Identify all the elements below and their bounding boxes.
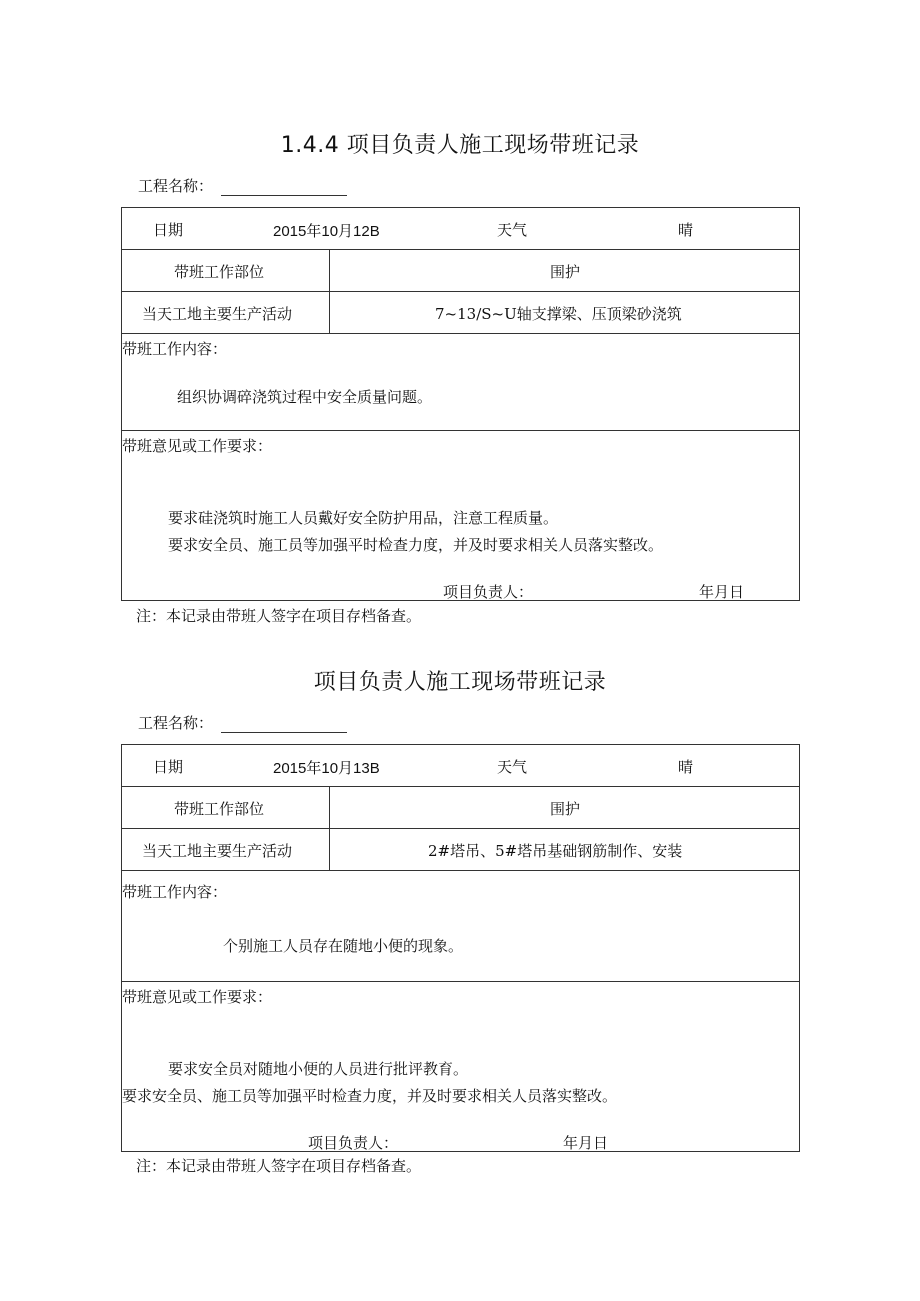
project-name-underline — [221, 181, 347, 196]
content-row — [122, 871, 799, 982]
date-label: 日期 — [153, 221, 184, 239]
record-title: 1.4.4 项目负责人施工现场带班记录 — [280, 133, 640, 158]
location-value: 围护 — [550, 263, 581, 281]
sign-date: 年月日 — [563, 1134, 609, 1152]
opinion-line: 要求安全员对随地小便的人员进行批评教育。 — [168, 1060, 469, 1078]
signer-label: 项目负责人： — [308, 1134, 399, 1152]
project-name-field — [138, 175, 347, 196]
content-text: 组织协调碎浇筑过程中安全质量问题。 — [177, 388, 433, 406]
activity-label: 当天工地主要生产活动 — [142, 842, 293, 860]
location-label: 带班工作部位 — [174, 800, 265, 818]
project-name-label: 工程名称： — [138, 177, 214, 195]
location-label: 带班工作部位 — [174, 263, 265, 281]
record-table — [121, 207, 800, 601]
sign-date: 年月日 — [699, 583, 745, 601]
project-name-underline — [221, 718, 347, 733]
date-value: 2015年10月13B — [273, 760, 380, 777]
date-value: 2015年10月12B — [273, 223, 380, 240]
content-label: 带班工作内容： — [122, 340, 228, 358]
weather-label: 天气 — [497, 758, 528, 776]
project-name-label: 工程名称： — [138, 714, 214, 732]
opinion-label: 带班意见或工作要求： — [122, 437, 273, 455]
location-value: 围护 — [550, 800, 581, 818]
content-label: 带班工作内容： — [122, 883, 228, 901]
signer-label: 项目负责人： — [443, 583, 534, 601]
weather-label: 天气 — [497, 221, 528, 239]
record-title: 项目负责人施工现场带班记录 — [313, 670, 607, 695]
content-row — [122, 334, 799, 431]
record-note: 注：本记录由带班人签字在项目存档备查。 — [136, 1157, 422, 1175]
activity-label: 当天工地主要生产活动 — [142, 305, 293, 323]
weather-value: 晴 — [678, 758, 694, 776]
project-name-field — [138, 712, 347, 733]
activity-row — [122, 292, 799, 334]
record-table — [121, 744, 800, 1152]
date-row — [122, 208, 799, 250]
activity-row — [122, 829, 799, 871]
date-label: 日期 — [153, 758, 184, 776]
activity-value: 2#塔吊、5#塔吊基础钢筋制作、安装 — [428, 842, 683, 860]
opinion-line: 要求安全员、施工员等加强平时检查力度，并及时要求相关人员落实整改。 — [168, 536, 664, 554]
date-row — [122, 745, 799, 787]
opinion-row — [122, 431, 799, 601]
opinion-label: 带班意见或工作要求： — [122, 988, 273, 1006]
weather-value: 晴 — [678, 221, 694, 239]
opinion-line: 要求硅浇筑时施工人员戴好安全防护用品，注意工程质量。 — [168, 509, 559, 527]
opinion-line: 要求安全员、施工员等加强平时检查力度，并及时要求相关人员落实整改。 — [122, 1087, 618, 1105]
location-row — [122, 250, 799, 292]
activity-value: 7~13∕S~U轴支撑梁、压顶梁砂浇筑 — [435, 305, 682, 323]
location-row — [122, 787, 799, 829]
content-text: 个别施工人员存在随地小便的现象。 — [223, 937, 464, 955]
opinion-row — [122, 982, 799, 1152]
record-note: 注：本记录由带班人签字在项目存档备查。 — [136, 607, 422, 625]
